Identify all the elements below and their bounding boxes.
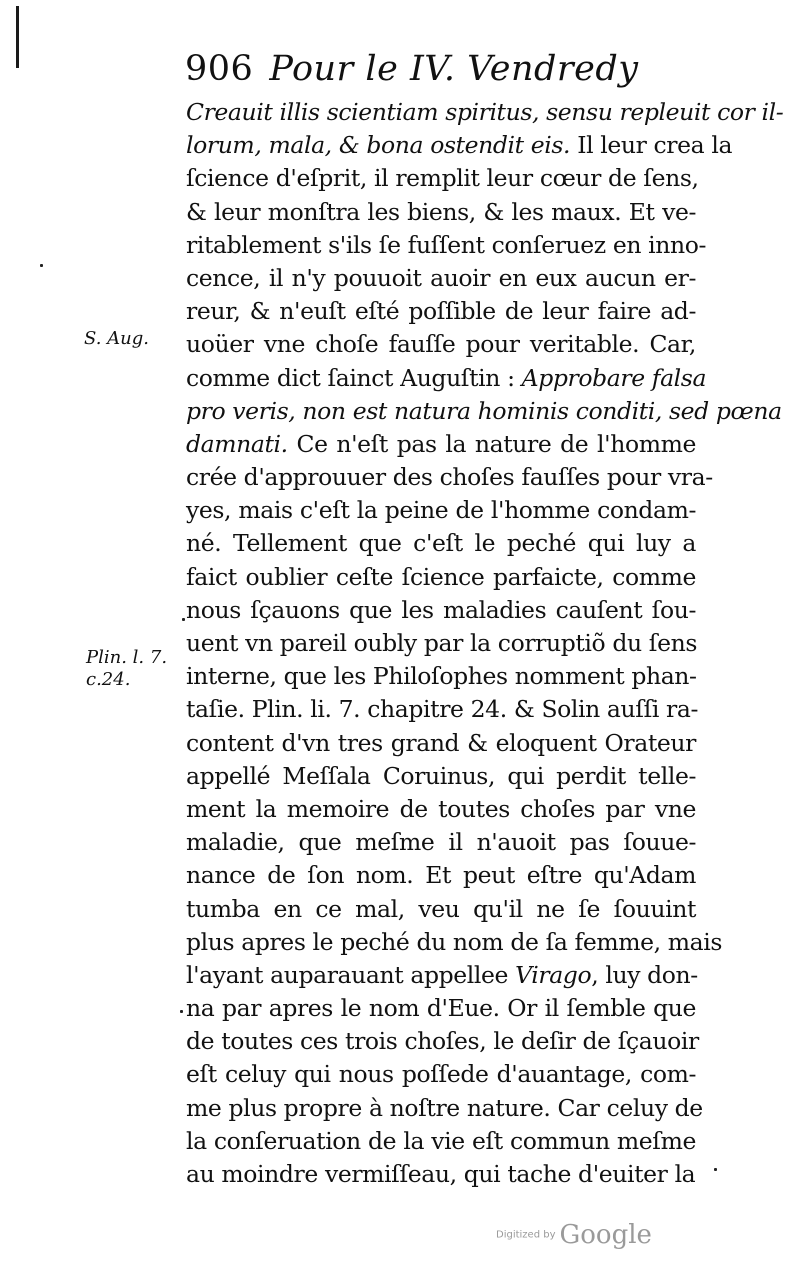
text-segment: & leur monſtra les biens, & les maux. Et ve-: [186, 197, 696, 226]
text-line: [186, 1092, 703, 1125]
text-line: [186, 561, 696, 594]
text-line: [186, 793, 696, 826]
text-segment: interne, que les Philoſophes nomment phan-: [186, 662, 697, 691]
latin-quote: lorum, mala, & bona ostendit eis.: [186, 131, 571, 160]
text-segment: uoüer vne choſe fauſſe pour veritable. Car,: [186, 330, 696, 359]
text-segment: crée d'approuuer des choſes fauſſes pour vra-: [186, 463, 713, 492]
text-segment: maladie, que meſme il n'auoit pas ſouue-: [186, 828, 696, 857]
text-line: [186, 893, 696, 926]
text-line: [186, 1058, 696, 1091]
latin-quote: Approbare falsa: [521, 363, 707, 392]
text-line: [186, 1125, 696, 1158]
text-line: [186, 428, 696, 461]
text-segment: me plus propre à noſtre nature. Car celuy de: [186, 1093, 703, 1122]
text-line: [186, 262, 696, 295]
latin-quote: Virago: [515, 960, 592, 989]
text-segment: né. Tellement que c'eſt le peché qui luy a: [186, 529, 696, 558]
text-segment: Ce n'eſt pas la nature de l'homme: [287, 429, 696, 458]
text-segment: tumba en ce mal, veu qu'il ne ſe ſouuint: [186, 894, 696, 923]
text-segment: faict oublier ceſte ſcience parfaicte, comme: [186, 562, 696, 591]
ink-speck: [180, 1010, 183, 1013]
text-segment: eſt celuy qui nous poſſede d'auantage, com-: [186, 1060, 696, 1089]
text-segment: nous ſçauons que les maladies cauſent ſou-: [186, 595, 696, 624]
ink-speck: [182, 618, 185, 621]
ink-speck: [714, 1168, 717, 1171]
text-segment: de toutes ces trois choſes, le deſir de ſçauoir: [186, 1027, 699, 1056]
text-line: [186, 461, 713, 494]
text-segment: na par apres le nom d'Eue. Or il ſemble que: [186, 994, 696, 1023]
text-segment: au moindre vermiſſeau, qui tache d'euiter la: [186, 1160, 696, 1188]
text-segment: appellé Meſſala Coruinus, qui perdit telle-: [186, 761, 696, 790]
text-segment: taſie. Plin. li. 7. chapitre 24. & Solin auſſi ra-: [186, 695, 699, 724]
text-segment: ritablement s'ils ſe fuſſent conſeruez en inno-: [186, 230, 707, 259]
text-segment: yes, mais c'eſt la peine de l'homme condam-: [186, 496, 696, 525]
text-line: [186, 494, 696, 527]
text-line: [186, 594, 696, 627]
text-line: [186, 660, 696, 693]
text-segment: plus apres le peché du nom de ſa femme, mais: [186, 927, 723, 956]
text-segment: comme dict ſainct Auguſtin :: [186, 363, 522, 392]
text-line: [186, 362, 707, 395]
text-line: [186, 162, 699, 195]
text-line: [186, 196, 696, 229]
text-segment: cence, il n'y pouuoit auoir en eux aucun er-: [186, 263, 696, 292]
margin-note-pliny: Plin. l. 7. c.24.: [86, 647, 168, 690]
text-segment: reur, & n'euſt eſté poſſible de leur faire ad-: [186, 297, 696, 326]
page-header: [185, 44, 645, 94]
text-segment: nance de ſon nom. Et peut eſtre qu'Adam: [186, 861, 696, 890]
text-line: [186, 295, 696, 328]
text-line: [186, 760, 696, 793]
watermark-brand: Google: [559, 1220, 652, 1250]
text-segment: uent vn pareil oubly par la corruptiõ du ſens: [186, 629, 697, 657]
text-segment: l'ayant auparauant appellee: [186, 960, 516, 989]
latin-quote: pro veris, non est natura hominis conditi, sed pœna: [186, 396, 782, 425]
text-line: [186, 527, 696, 560]
text-line: [186, 959, 696, 992]
ink-speck: [40, 264, 43, 267]
google-watermark: [496, 1220, 666, 1260]
text-line: [186, 727, 696, 760]
text-line: [186, 96, 784, 129]
text-line: [186, 627, 696, 660]
text-line: [186, 229, 707, 262]
text-line: [186, 1158, 696, 1191]
body-text: [186, 96, 784, 1191]
text-line: [186, 926, 723, 959]
running-title: Pour le IV. Vendredy: [269, 49, 639, 89]
page-edge-rule: [16, 6, 19, 68]
margin-note-augustin: S. Aug.: [84, 328, 149, 349]
watermark-prefix: Digitized by: [496, 1229, 556, 1241]
page-number: 906: [185, 49, 254, 89]
latin-quote: Creauit illis scientiam spiritus, sensu repleuit cor il-: [186, 98, 784, 126]
text-line: [186, 395, 782, 428]
text-segment: content d'vn tres grand & eloquent Orateur: [186, 728, 696, 757]
text-line: [186, 992, 696, 1025]
text-line: [186, 693, 699, 726]
text-segment: ſcience d'eſprit, il remplit leur cœur de ſens,: [186, 164, 699, 193]
text-segment: , luy don-: [591, 960, 698, 989]
text-line: [186, 859, 696, 892]
text-line: [186, 129, 733, 162]
text-line: [186, 1025, 699, 1058]
text-segment: ment la memoire de toutes choſes par vne: [186, 794, 696, 823]
latin-quote: damnati.: [186, 429, 288, 458]
text-segment: la conſeruation de la vie eſt commun meſme: [186, 1126, 696, 1155]
text-line: [186, 328, 696, 361]
text-line: [186, 826, 696, 859]
text-segment: Il leur crea la: [570, 131, 733, 160]
